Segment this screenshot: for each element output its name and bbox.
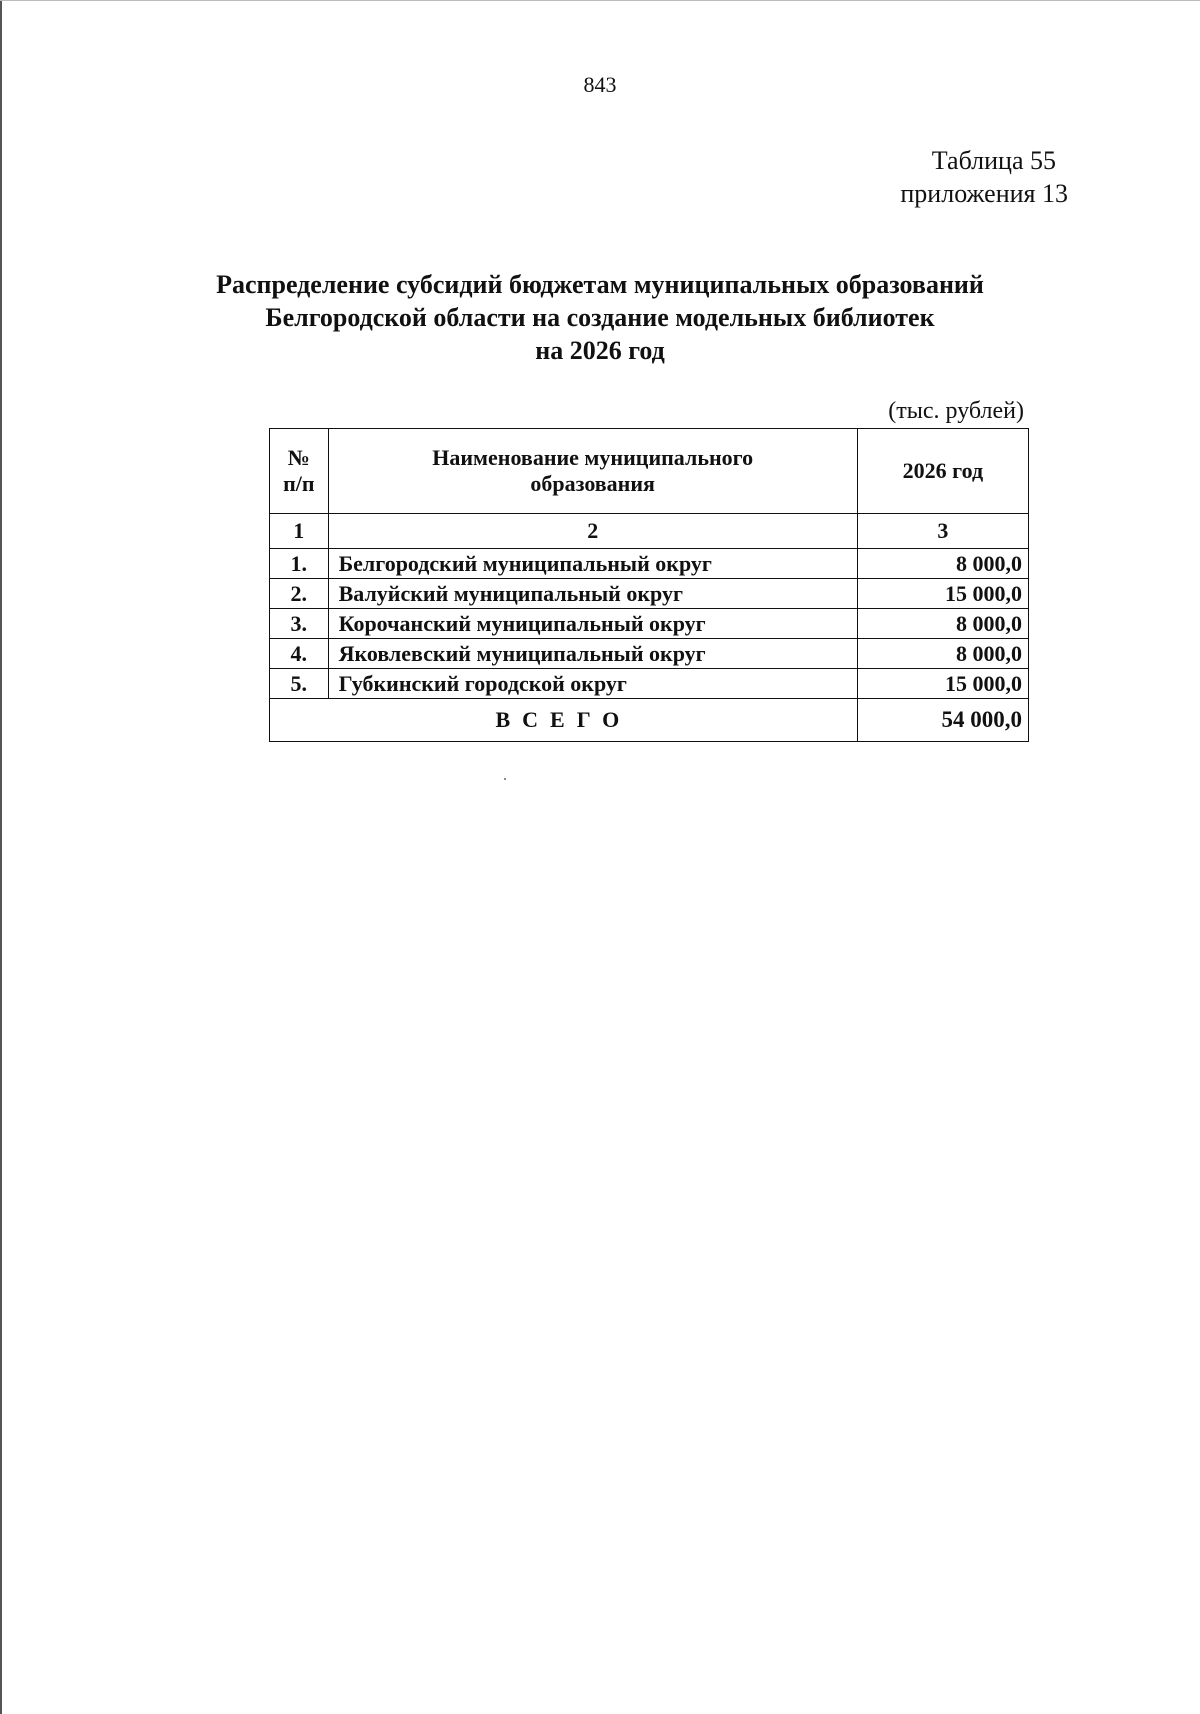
- column-index-cell: 2: [328, 514, 857, 549]
- row-municipality: Губкинский городской округ: [328, 669, 857, 699]
- table-reference-line-1: Таблица 55: [931, 146, 1056, 175]
- row-municipality: Белгородский муниципальный округ: [328, 549, 857, 579]
- row-number: 1.: [270, 549, 329, 579]
- table-row: [270, 579, 1029, 609]
- total-row: [270, 699, 1029, 742]
- table-row: [270, 639, 1029, 669]
- header-number: [270, 429, 329, 514]
- header-number-line-2: п/п: [283, 471, 315, 496]
- table-reference-line-2: приложения 13: [900, 179, 1068, 208]
- row-number: 5.: [270, 669, 329, 699]
- document-title-line-2: Белгородской области на создание модельных библиотек: [265, 303, 935, 332]
- table-reference: [900, 144, 1068, 210]
- header-name-line-2: образования: [530, 471, 655, 496]
- row-municipality: Валуйский муниципальный округ: [328, 579, 857, 609]
- document-title-line-3: на 2026 год: [535, 336, 665, 365]
- table-row: [270, 549, 1029, 579]
- column-index-cell: 3: [857, 514, 1028, 549]
- units-note: (тыс. рублей): [888, 398, 1024, 424]
- subsidy-table: [269, 428, 1029, 742]
- document-title: [150, 268, 1050, 367]
- header-name: [328, 429, 857, 514]
- row-amount: 8 000,0: [857, 639, 1028, 669]
- row-number: 4.: [270, 639, 329, 669]
- column-index-row: [270, 514, 1029, 549]
- document-title-line-1: Распределение субсидий бюджетам муниципальных образований: [216, 270, 984, 299]
- table-row: [270, 669, 1029, 699]
- header-year: 2026 год: [857, 429, 1028, 514]
- scan-border-left: [0, 0, 2, 1714]
- row-amount: 15 000,0: [857, 579, 1028, 609]
- scan-border-top: [0, 0, 1200, 1]
- total-label: ВСЕГО: [270, 699, 858, 742]
- scan-speck: [504, 778, 506, 780]
- page-number: 843: [583, 72, 617, 97]
- row-number: 3.: [270, 609, 329, 639]
- header-row: [270, 429, 1029, 514]
- row-amount: 15 000,0: [857, 669, 1028, 699]
- column-index-cell: 1: [270, 514, 329, 549]
- row-number: 2.: [270, 579, 329, 609]
- header-number-line-1: №: [287, 445, 310, 470]
- row-amount: 8 000,0: [857, 609, 1028, 639]
- row-municipality: Корочанский муниципальный округ: [328, 609, 857, 639]
- row-amount: 8 000,0: [857, 549, 1028, 579]
- header-name-line-1: Наименование муниципального: [432, 445, 754, 470]
- table-row: [270, 609, 1029, 639]
- total-amount: 54 000,0: [857, 699, 1028, 742]
- row-municipality: Яковлевский муниципальный округ: [328, 639, 857, 669]
